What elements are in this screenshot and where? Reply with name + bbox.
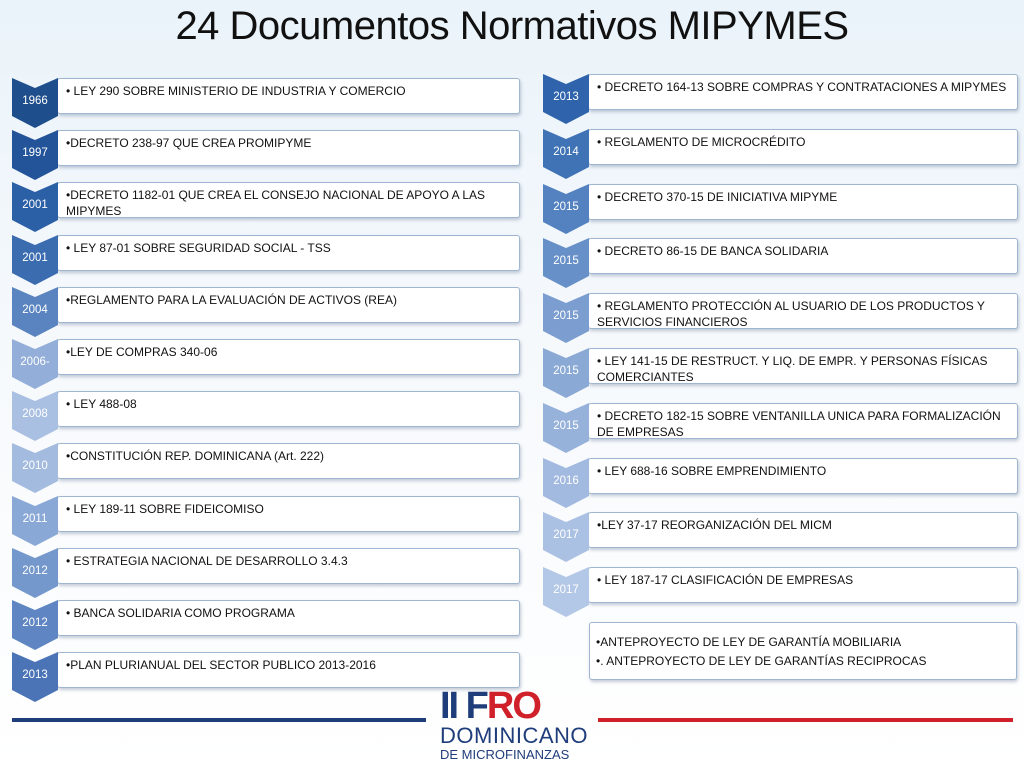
left-row (12, 443, 520, 491)
logo-title-part-1: II F (440, 685, 487, 727)
left-row (12, 391, 520, 439)
right-text-box: • DECRETO 182-15 SOBRE VENTANILLA UNICA PARA FORMALIZACIÓN DE EMPRESAS (588, 403, 1018, 439)
right-row (543, 184, 1018, 232)
left-row (12, 78, 520, 126)
left-text-box: • LEY 290 SOBRE MINISTERIO DE INDUSTRIA Y COMERCIO (57, 78, 520, 114)
left-text-box: • LEY 87-01 SOBRE SEGURIDAD SOCIAL - TSS (57, 235, 520, 271)
left-year-label: 2006- (20, 356, 50, 368)
right-text-box: • LEY 688-16 SOBRE EMPRENDIMIENTO (588, 458, 1018, 494)
footer-bar-red (598, 718, 1013, 722)
left-row (12, 600, 520, 648)
left-text-box: •PLAN PLURIANUAL DEL SECTOR PUBLICO 2013-2016 (57, 652, 520, 688)
left-text-box: •CONSTITUCIÓN REP. DOMINICANA (Art. 222) (57, 443, 520, 479)
right-row (543, 293, 1018, 341)
right-text-box: • DECRETO 370-15 DE INICIATIVA MIPYME (588, 184, 1018, 220)
left-row (12, 130, 520, 178)
right-year-label: 2013 (553, 91, 579, 103)
left-text-box: •REGLAMENTO PARA LA EVALUACIÓN DE ACTIVOS (REA) (57, 287, 520, 323)
left-text-box: • BANCA SOLIDARIA COMO PROGRAMA (57, 600, 520, 636)
right-year-label: 2017 (553, 529, 579, 542)
right-year-label: 2017 (553, 584, 579, 597)
right-year-label: 2015 (553, 255, 579, 268)
left-year-label: 2001 (22, 251, 48, 264)
right-year-label: 2016 (553, 474, 579, 487)
footer-bar-blue (12, 718, 426, 722)
left-year-label: 2012 (22, 564, 48, 577)
right-row (543, 512, 1018, 560)
right-row (543, 74, 1018, 122)
logo-middle-text: DOMINICANO (440, 723, 588, 748)
left-year-label: 2004 (22, 303, 48, 316)
right-year-label: 2015 (553, 365, 579, 377)
anteproyecto-line-1: •ANTEPROYECTO DE LEY DE GARANTÍA MOBILIARIA (596, 635, 902, 649)
left-text-box: • ESTRATEGIA NACIONAL DE DESARROLLO 3.4.3 (57, 548, 520, 584)
left-year-label: 2011 (22, 512, 48, 525)
logo-title (440, 686, 540, 726)
foro-logo (440, 686, 590, 768)
left-row (12, 496, 520, 544)
right-row (543, 238, 1018, 286)
left-row (12, 339, 520, 387)
left-year-label: 1997 (22, 147, 48, 160)
right-year-label: 2015 (553, 419, 579, 432)
right-row (543, 567, 1018, 615)
left-year-label: 2001 (22, 199, 48, 212)
right-text-box: • DECRETO 86-15 DE BANCA SOLIDARIA (588, 238, 1018, 274)
left-year-label: 2010 (22, 460, 48, 473)
right-row (543, 403, 1018, 451)
left-year-label: 2013 (22, 669, 48, 682)
right-row (543, 129, 1018, 177)
right-year-label: 2015 (553, 310, 579, 323)
right-row (543, 348, 1018, 396)
right-year-label: 2015 (553, 200, 579, 213)
right-text-box: • LEY 187-17 CLASIFICACIÓN DE EMPRESAS (588, 567, 1018, 603)
left-year-label: 2008 (22, 408, 48, 421)
left-row (12, 287, 520, 335)
left-text-box: •DECRETO 238-97 QUE CREA PROMIPYME (57, 130, 520, 166)
right-text-box: • LEY 141-15 DE RESTRUCT. Y LIQ. DE EMPR. Y PERSONAS FÍSICAS COMERCIANTES (588, 348, 1018, 384)
right-text-box: • DECRETO 164-13 SOBRE COMPRAS Y CONTRATACIONES A MIPYMES (588, 74, 1018, 110)
left-year-label: 1966 (22, 95, 48, 107)
right-text-box: • REGLAMENTO PROTECCIÓN AL USUARIO DE LOS PRODUCTOS Y SERVICIOS FINANCIEROS (588, 293, 1018, 329)
anteproyectos-box (589, 622, 1017, 680)
left-row (12, 235, 520, 283)
left-row (12, 182, 520, 230)
right-row (543, 458, 1018, 506)
right-text-box: •LEY 37-17 REORGANIZACIÓN DEL MICM (588, 512, 1018, 548)
left-row (12, 548, 520, 596)
right-text-box: • REGLAMENTO DE MICROCRÉDITO (588, 129, 1018, 165)
page-title: 24 Documentos Normativos MIPYMES (175, 4, 849, 48)
logo-bottom-text: DE MICROFINANZAS (440, 747, 570, 762)
anteproyecto-line-2: •. ANTEPROYECTO DE LEY DE GARANTÍAS RECIPROCAS (596, 654, 927, 668)
left-year-label: 2012 (22, 617, 48, 629)
right-year-label: 2014 (553, 145, 579, 158)
logo-title-part-2: RO (486, 685, 540, 727)
left-text-box: •DECRETO 1182-01 QUE CREA EL CONSEJO NACIONAL DE APOYO A LAS MIPYMES (57, 182, 520, 218)
left-text-box: •LEY DE COMPRAS 340-06 (57, 339, 520, 375)
left-text-box: • LEY 488-08 (57, 391, 520, 427)
left-text-box: • LEY 189-11 SOBRE FIDEICOMISO (57, 496, 520, 532)
